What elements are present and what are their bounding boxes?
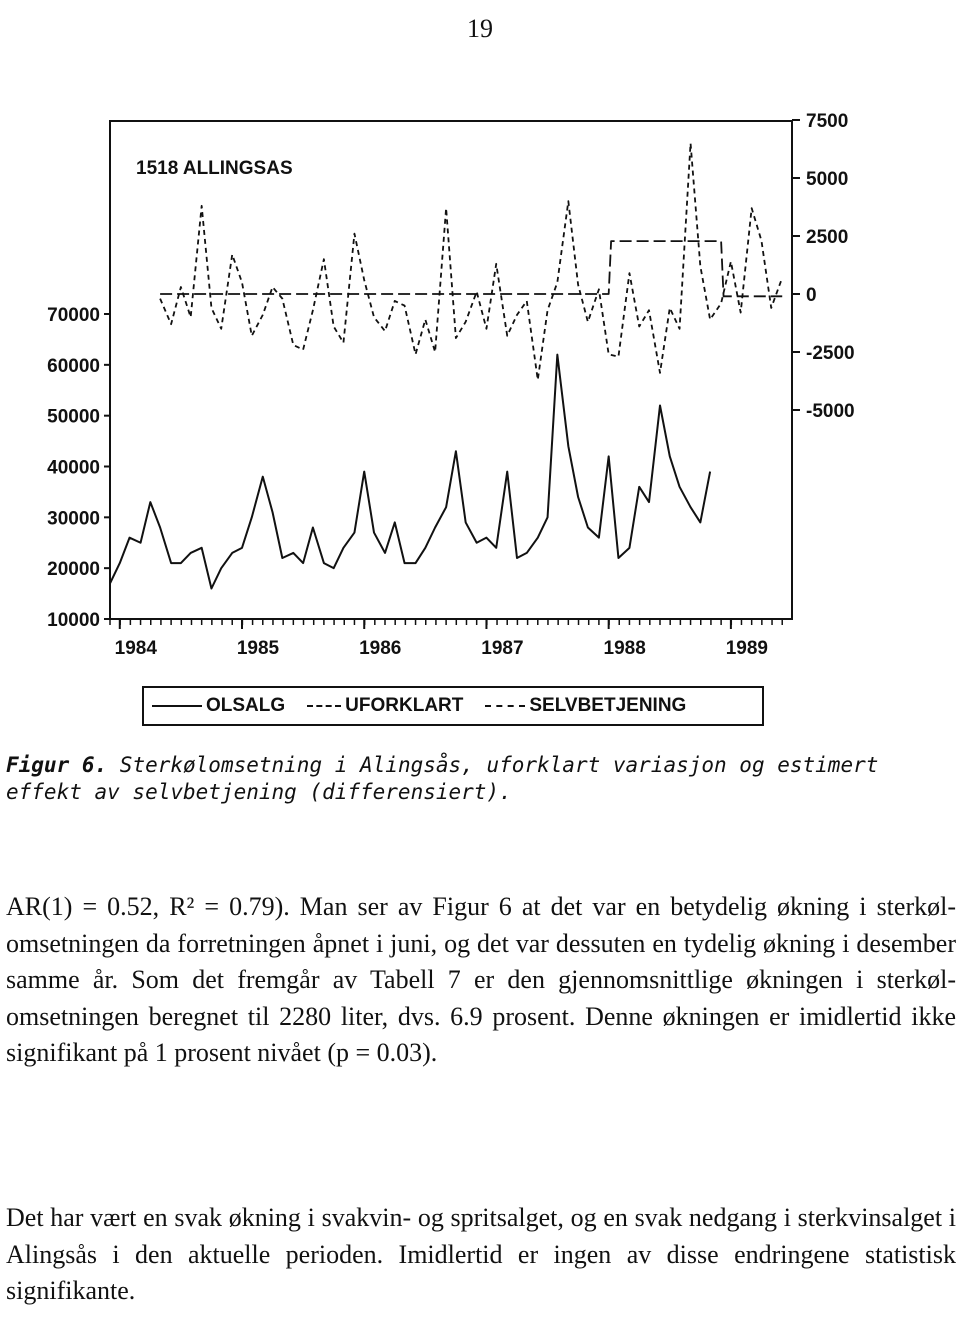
time-series-chart <box>0 100 960 680</box>
series-line-selvbetjening <box>160 241 782 296</box>
legend-swatch-solid <box>152 705 202 707</box>
chart-legend <box>142 686 764 726</box>
figure-caption-text: Sterkølomsetning i Alingsås, uforklart variasjon og estimert effekt av selvbetjening (differensiert). <box>6 753 879 804</box>
x-axis-tick-label: 1986 <box>359 638 402 659</box>
right-axis-tick-label: -5000 <box>806 401 855 422</box>
figure-caption <box>6 752 906 806</box>
plot-frame <box>110 121 792 619</box>
figure-label: Figur 6. <box>6 753 108 777</box>
page-number: 19 <box>467 14 493 43</box>
left-axis-tick-label: 50000 <box>47 406 100 428</box>
body-paragraph-2 <box>6 1200 956 1310</box>
x-axis-tick-label: 1989 <box>725 638 769 659</box>
legend-swatch-longdash <box>485 705 525 707</box>
left-axis-tick-label: 20000 <box>47 559 100 581</box>
legend-item-olsalg <box>152 695 285 717</box>
right-axis-tick-label: 0 <box>806 285 817 306</box>
right-axis-tick-label: 2500 <box>806 227 849 248</box>
right-axis-tick-label: 5000 <box>806 169 849 190</box>
right-axis-tick-label: -2500 <box>806 343 855 364</box>
legend-label-selvbetjening: SELVBETJENING <box>529 695 687 716</box>
left-axis-tick-label: 40000 <box>47 457 100 479</box>
left-axis-tick-label: 10000 <box>47 610 100 631</box>
x-axis-tick-label: 1988 <box>603 638 646 659</box>
legend-label-uforklart: UFORKLART <box>345 695 464 716</box>
series-line-olsalg <box>110 355 710 589</box>
x-axis-tick-label: 1984 <box>114 638 157 659</box>
left-axis-tick-label: 30000 <box>47 508 100 530</box>
legend-label-olsalg: OLSALG <box>206 695 286 716</box>
left-axis-tick-label: 70000 <box>47 305 100 326</box>
paragraph-text: AR(1) = 0.52, R² = 0.79). Man ser av Figur 6 at det var en betydelig økning i sterkøl-omsetningen da forretningen åpnet i juni, og det var dessuten en tydelig økning i desember samme år. Som det fremgår av Tabell 7 er den gjennomsnittlige økningen i sterkøl-omsetningen beregnet til 2280 liter, dvs. 6.9 prosent. Denne økningen er imidlertid ikke signifikant på 1 prosent nivået (p = 0.03). <box>6 892 956 1067</box>
x-axis-tick-label: 1987 <box>481 638 524 659</box>
x-axis-tick-label: 1985 <box>236 638 280 659</box>
left-axis-tick-label: 60000 <box>47 355 100 377</box>
right-axis-tick-label: 7500 <box>806 111 849 132</box>
chart-title: 1518 ALLINGSAS <box>136 158 293 179</box>
paragraph-text: Det har vært en svak økning i svakvin- og spritsalget, og en svak nedgang i sterkvinsalget i Alingsås i den aktuelle perioden. Imidlertid er ingen av disse endringene statistisk signifikante. <box>6 1203 956 1305</box>
legend-item-uforklart <box>307 695 463 717</box>
body-paragraph-1 <box>6 889 956 1072</box>
legend-swatch-dashed <box>307 705 341 707</box>
legend-item-selvbetjening <box>485 695 686 717</box>
